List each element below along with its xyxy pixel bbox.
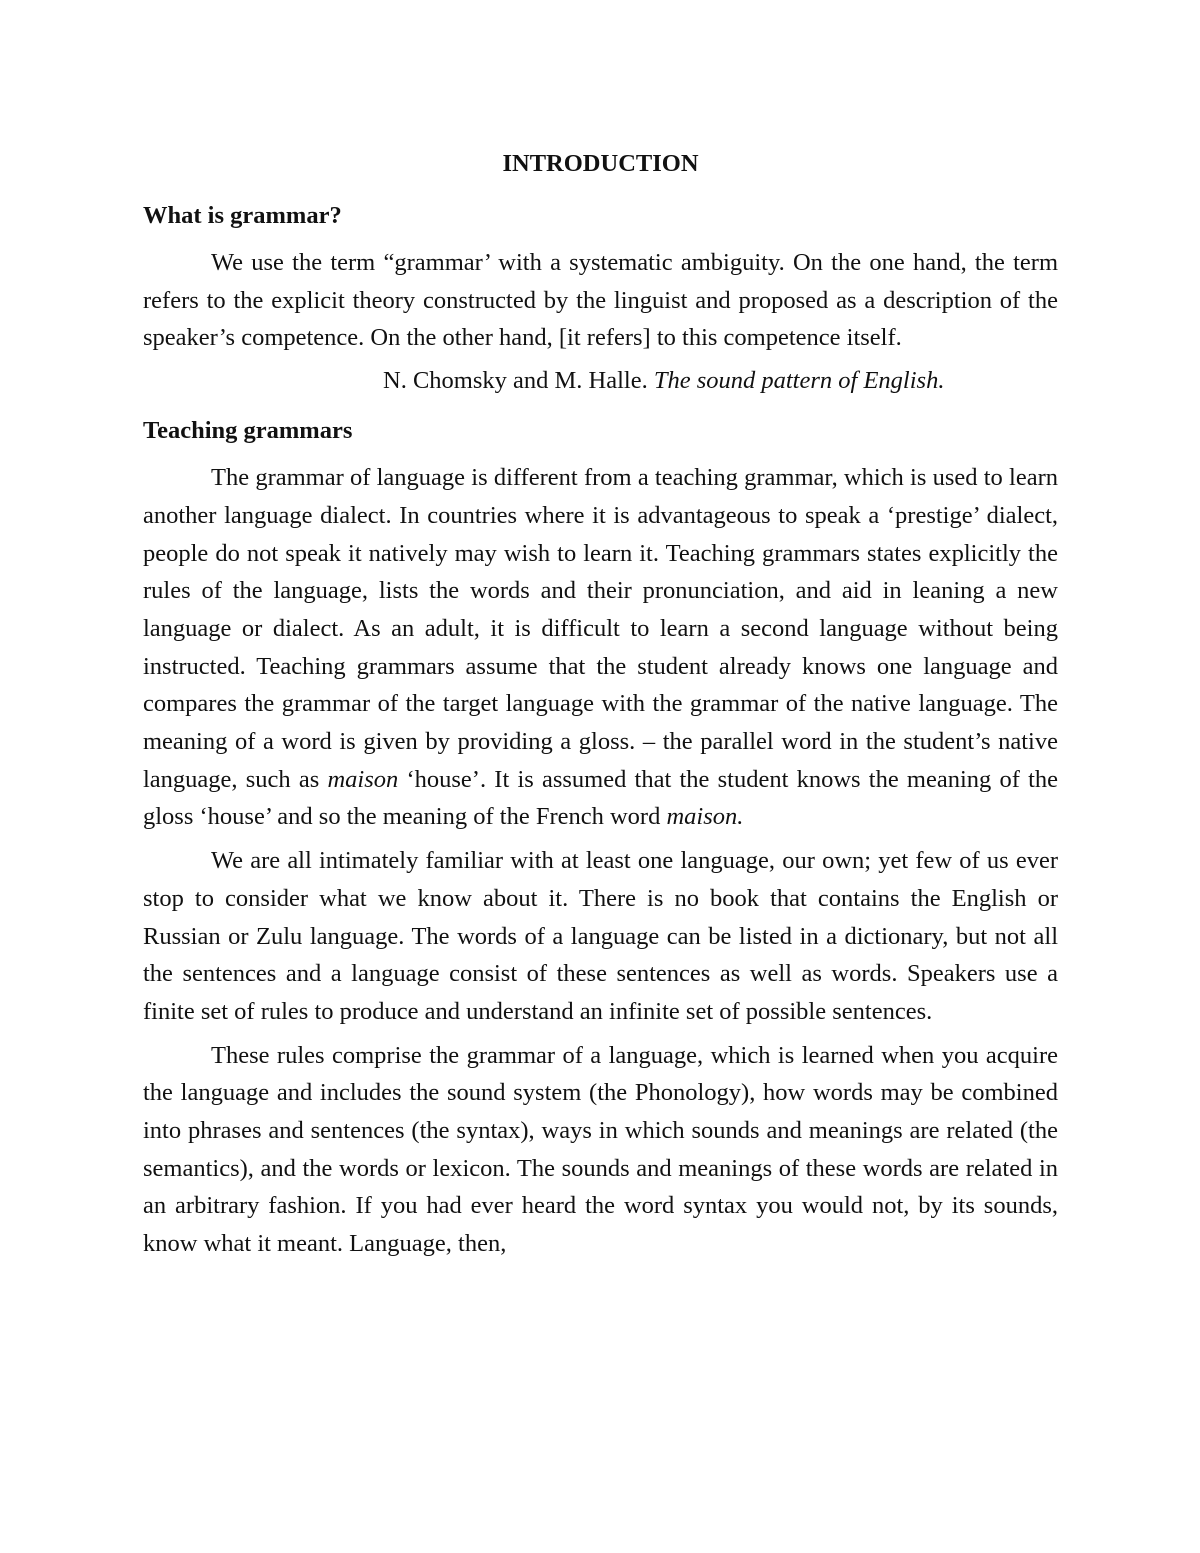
italic-term-maison: maison xyxy=(327,765,399,793)
epigraph-citation xyxy=(383,361,1058,401)
page-title: INTRODUCTION xyxy=(502,150,699,177)
paragraph-familiar-language: We are all intimately familiar with at least one language, our own; yet few of us ever stop to consider what we know about it. There is no book that contains the English or Russian or Zulu language. The words of a language can be listed in a dictionary, but not all the sentences and a language consist of these sentences as well as words. Speakers use a finite set of rules to produce and understand an infinite set of possible sentences. xyxy=(143,847,1058,1025)
citation-authors: N. Chomsky and M. Halle. xyxy=(383,367,648,395)
italic-term-maison: maison. xyxy=(666,803,744,831)
paragraph-teaching-grammars xyxy=(143,459,1058,836)
section-heading-what-is-grammar: What is grammar? xyxy=(143,202,342,229)
paragraph-text: The grammar of language is different from a teaching grammar, which is used to learn another language dialect. In countries where it is advantageous to speak a ‘prestige’ dialect, people do not speak it natively may wish to learn it. Teaching grammars states explicitly the rules of the language, lists the words and their pronunciation, and aid in leaning a new language or dialect. As an adult, it is difficult to learn a second language without being instructed. Teaching grammars assume that the student already knows one language and compares the grammar of the target language with the grammar of the native language. The meaning of a word is given by providing a gloss. – the parallel word in the student’s native language, such as xyxy=(143,464,1058,793)
page-content xyxy=(143,144,1058,1263)
section-heading-teaching-grammars: Teaching grammars xyxy=(143,417,353,445)
paragraph-rules-grammar: These rules comprise the grammar of a language, which is learned when you acquire the language and includes the sound system (the Phonology), how words may be combined into phrases and sentences (the syntax), ways in which sounds and meanings are related (the semantics), and the words or lexicon. The sounds and meanings of these words are related in an arbitrary fashion. If you had ever heard the word syntax you would not, by its sounds, know what it meant. Language, then, xyxy=(143,1041,1058,1258)
epigraph-quote: We use the term “grammar’ with a systematic ambiguity. On the one hand, the term refers to the explicit theory constructed by the linguist and proposed as a description of the speaker’s competence. On the other hand, [it refers] to this competence itself. xyxy=(143,249,1058,352)
paragraph-text: ‘house’. It is assumed that the student knows the meaning of the gloss ‘house’ and so the meaning of the French word xyxy=(143,765,1059,831)
citation-work-title: The sound pattern of English. xyxy=(653,367,945,395)
